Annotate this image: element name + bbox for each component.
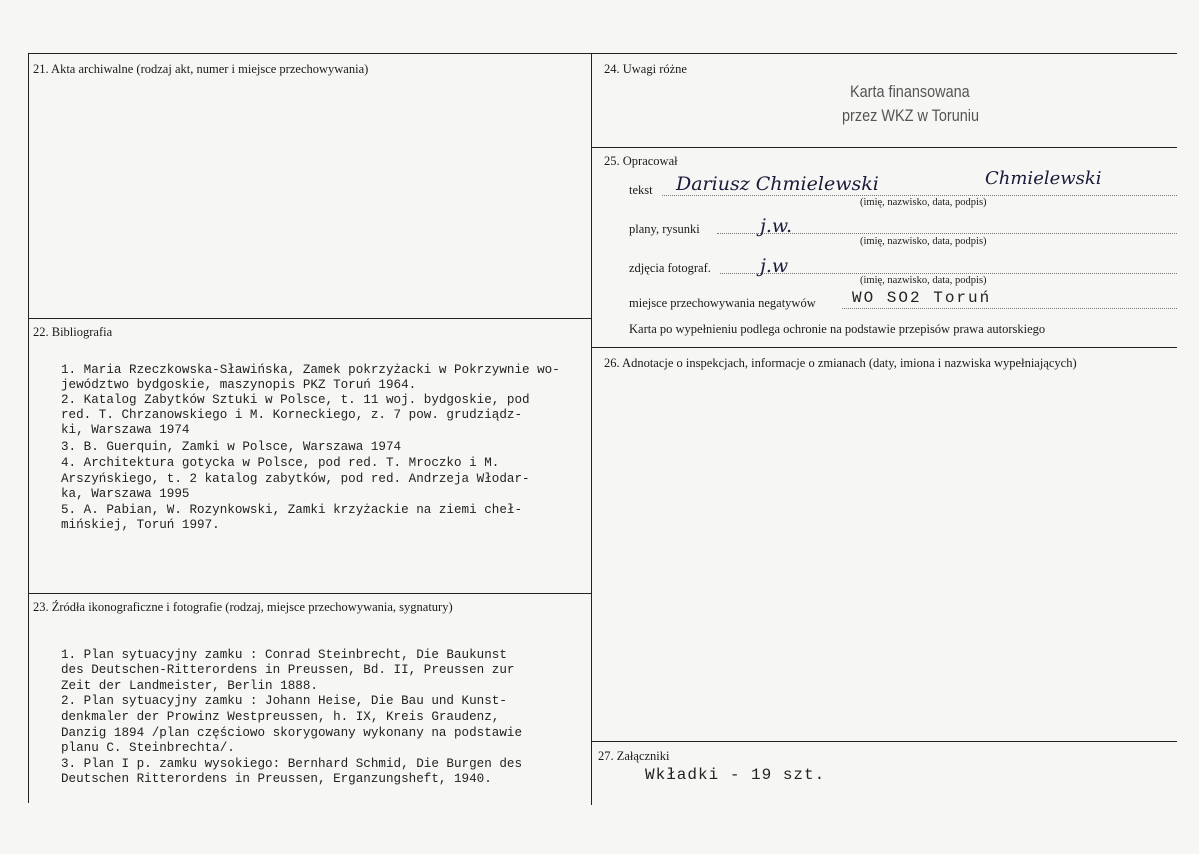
plany-label: plany, rysunki [629, 222, 700, 236]
center-divider [591, 53, 592, 805]
section-23-title: 23. Źródła ikonograficzne i fotografie (rodzaj, miejsce przechowywania, sygnatury) [33, 600, 453, 614]
funding-stamp-line1: Karta finansowana [850, 82, 970, 101]
left-border [28, 53, 29, 803]
list-item: denkmaler der Prowinz Westpreussen, h. IX, Kreis Graudenz, [61, 710, 500, 724]
divider-26-27 [592, 741, 1177, 742]
list-item: 2. Katalog Zabytków Sztuki w Polsce, t. 11 woj. bydgoskie, pod [61, 393, 530, 407]
divider-22-23 [28, 593, 592, 594]
zdjecia-hint: (imię, nazwisko, data, podpis) [860, 275, 987, 286]
zdjecia-label: zdjęcia fotograf. [629, 261, 711, 275]
section-26-title: 26. Adnotacje o inspekcjach, informacje o zmianach (daty, imiona i nazwiska wypełniających) [604, 356, 1077, 370]
list-item: mińskiej, Toruń 1997. [61, 518, 220, 532]
list-item: des Deutschen-Ritterordens in Preussen, Bd. II, Preussen zur [61, 663, 515, 677]
list-item: ka, Warszawa 1995 [61, 487, 190, 501]
zdjecia-value-handwritten: j.w [760, 255, 789, 277]
negatywy-line [842, 308, 1177, 309]
list-item: 1. Plan sytuacyjny zamku : Conrad Steinbrecht, Die Baukunst [61, 648, 507, 662]
list-item: Zeit der Landmeister, Berlin 1888. [61, 679, 318, 693]
tekst-signature: Chmielewski [985, 168, 1102, 189]
tekst-author-handwritten: Dariusz Chmielewski [676, 173, 879, 195]
tekst-hint: (imię, nazwisko, data, podpis) [860, 197, 987, 208]
top-border [28, 53, 1177, 54]
plany-hint: (imię, nazwisko, data, podpis) [860, 236, 987, 247]
list-item: ki, Warszawa 1974 [61, 423, 190, 437]
section-22-title: 22. Bibliografia [33, 325, 113, 339]
list-item: 4. Architektura gotycka w Polsce, pod red. T. Mroczko i M. [61, 456, 500, 470]
copyright-note: Karta po wypełnieniu podlega ochronie na podstawie przepisów prawa autorskiego [629, 322, 1046, 336]
list-item: 2. Plan sytuacyjny zamku : Johann Heise, Die Bau und Kunst- [61, 694, 507, 708]
negatywy-value-handwritten: WO SO2 Toruń [852, 289, 992, 307]
tekst-line [662, 195, 1177, 196]
list-item: red. T. Chrzanowskiego i M. Korneckiego, z. 7 pow. grudziądz- [61, 408, 523, 422]
plany-value-handwritten: j.w. [760, 215, 792, 237]
zdjecia-line [720, 273, 1177, 274]
list-item: Arszyńskiego, t. 2 katalog zabytków, pod red. Andrzeja Włodar- [61, 472, 530, 486]
divider-21-22 [28, 318, 592, 319]
divider-24-25 [592, 147, 1177, 148]
section-27-title: 27. Załączniki [598, 749, 670, 763]
list-item: 3. B. Guerquin, Zamki w Polsce, Warszawa 1974 [61, 440, 402, 454]
negatywy-label: miejsce przechowywania negatywów [629, 296, 816, 310]
list-item: 5. A. Pabian, W. Rozynkowski, Zamki krzyżackie na ziemi cheł- [61, 503, 523, 517]
attachments-value-handwritten: Wkładki - 19 szt. [645, 766, 826, 784]
list-item: planu C. Steinbrechta/. [61, 741, 235, 755]
list-item: Danzig 1894 /plan częściowo skorygowany wykonany na podstawie [61, 726, 523, 740]
section-24-title: 24. Uwagi różne [604, 62, 687, 76]
section-25-title: 25. Opracował [604, 154, 678, 168]
list-item: jewództwo bydgoskie, maszynopis PKZ Toruń 1964. [61, 378, 417, 392]
list-item: 1. Maria Rzeczkowska-Sławińska, Zamek pokrzyżacki w Pokrzywnie wo- [61, 363, 560, 377]
list-item: Deutschen Ritterordens in Preussen, Erganzungsheft, 1940. [61, 772, 492, 786]
funding-stamp-line2: przez WKZ w Toruniu [842, 106, 980, 125]
divider-25-26 [592, 347, 1177, 348]
section-21-title: 21. Akta archiwalne (rodzaj akt, numer i miejsce przechowywania) [33, 62, 369, 76]
tekst-label: tekst [629, 183, 653, 197]
list-item: 3. Plan I p. zamku wysokiego: Bernhard Schmid, Die Burgen des [61, 757, 523, 771]
